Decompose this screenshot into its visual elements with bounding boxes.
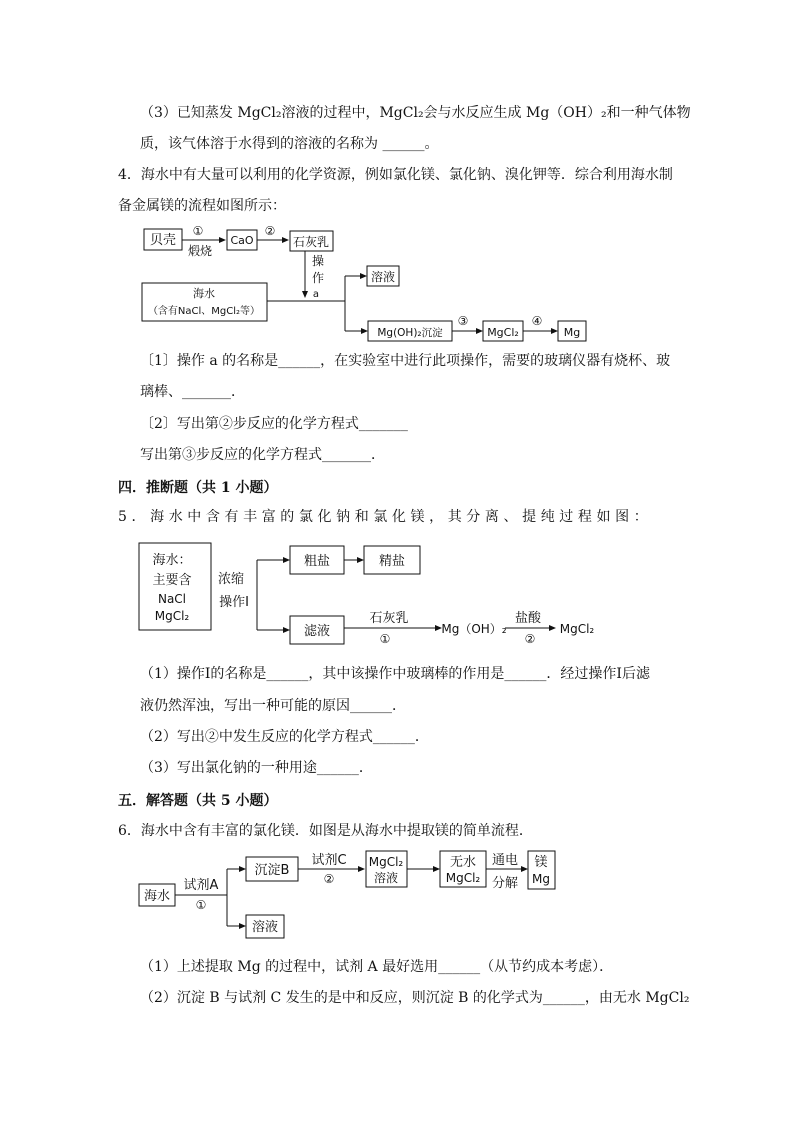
q5-sub2: （2）写出②中发生反应的化学方程式______． [140, 729, 429, 745]
q5-filtrate-label: 滤液 [303, 624, 331, 639]
q5-sub1-line1: （1）操作Ⅰ的名称是______，其中该操作中玻璃棒的作用是______．经过操作Ⅰ后滤 [140, 666, 650, 682]
q5-hcl-label: 盐酸 [514, 611, 542, 626]
q4-sub1-line2: 璃棒、_______． [140, 384, 245, 400]
q4-sub3: 写出第③步反应的化学方程式_______． [140, 447, 385, 463]
q4-step1-label: ① [192, 224, 204, 238]
q4-sub1-line1: 〔1〕操作 a 的名称是______，在实验室中进行此项操作，需要的玻璃仪器有烧杯、玻 [140, 353, 671, 369]
q6-sub1: （1）上述提取 Mg 的过程中，试剂 A 最好选用______（从节约成本考虑）． [140, 959, 614, 975]
q5-seawater-label: 海水： [152, 553, 192, 568]
q5-step2-label: ② [524, 632, 536, 646]
q4-op-char2: 作 [311, 271, 325, 285]
q6-branch-top-head [239, 866, 246, 872]
q4-mgcl2-label: MgCl₂ [487, 326, 519, 339]
q6-mg-l2: Mg [532, 872, 550, 886]
q5-op1-label: 操作Ⅰ [219, 595, 249, 610]
q6-seawater-label: 海水 [143, 889, 171, 904]
q5-nacl-label: NaCl [157, 592, 187, 606]
q6-reagent-a-label: 试剂A [183, 878, 219, 893]
q4-step3-label: ③ [457, 314, 469, 328]
q5-mgoh2-label: Mg（OH）₂ [441, 622, 507, 636]
q6-decomp-label: 分解 [491, 876, 519, 891]
q5-conc-label: 浓缩 [217, 572, 245, 587]
q6-arrow-electro-head [521, 866, 528, 872]
q4-sub2: 〔2〕写出第②步反应的化学方程式_______ [140, 416, 408, 432]
q4-stem-line1: 4．海水中有大量可以利用的化学资源，例如氯化镁、氯化钠、溴化钾等．综合利用海水制 [118, 167, 673, 183]
q4-op-char1: 操 [311, 254, 325, 268]
section4-heading: 四．推断题（共 1 小题） [118, 480, 278, 496]
q6-anhyd-l2: MgCl₂ [445, 871, 481, 885]
q6-mg-l1: 镁 [534, 855, 548, 870]
q4-calcine-label: 煅烧 [187, 244, 213, 258]
q6-step1-label: ① [195, 898, 207, 912]
q5-contains-label: 主要含 [152, 573, 192, 588]
q5-stem: 5．海水中含有丰富的氯化钠和氯化镁，其分离、提纯过程如图： [118, 509, 653, 525]
q4-seawater-note: （含有NaCl、MgCl₂等） [147, 306, 261, 317]
section5-heading: 五．解答题（共 5 小题） [118, 793, 278, 809]
q6-step2-label: ② [323, 872, 335, 886]
q5-sub3: （3）写出氯化钠的一种用途______． [140, 760, 373, 776]
q4-mg-label: Mg [563, 326, 581, 339]
q6-branch-bottom-head [239, 923, 246, 929]
q6-precip-b-label: 沉淀B [254, 863, 290, 878]
q4-milk-of-lime-label: 石灰乳 [292, 235, 330, 249]
q5-sub1-line2: 液仍然浑浊，写出一种可能的原因______． [140, 698, 406, 714]
q3-text-line1: （3）已知蒸发 MgCl₂溶液的过程中，MgCl₂会与水反应生成 Mg（OH）₂和一种气体物 [140, 105, 691, 121]
q4-stem-line2: 备金属镁的流程如图所示： [118, 198, 286, 214]
q4-seawater-label: 海水 [193, 287, 215, 300]
q4-mgoh2-label: Mg(OH)₂沉淀 [377, 327, 443, 339]
q6-arrow-dry-head [433, 866, 440, 872]
q6-mgcl2-l2: 溶液 [373, 871, 399, 885]
q5-milk-of-lime-label: 石灰乳 [369, 611, 409, 626]
q6-arrow-c-head [358, 866, 365, 872]
q5-fine-salt-label: 精盐 [378, 554, 406, 569]
q5-step1-label: ① [379, 632, 391, 646]
q4-shell-label: 贝壳 [149, 233, 177, 248]
q6-electro-label: 通电 [491, 853, 519, 868]
q5-mgcl2-label: MgCl₂ [154, 609, 190, 623]
q4-solution-label: 溶液 [370, 270, 396, 284]
q4-cao-label: CaO [230, 234, 254, 247]
q6-mgcl2-l1: MgCl₂ [368, 855, 404, 869]
q5-crude-salt-label: 粗盐 [303, 554, 331, 569]
q4-step2-label: ② [264, 224, 276, 238]
q6-sub2: （2）沉淀 B 与试剂 C 发生的是中和反应，则沉淀 B 的化学式为______，由无水 MgCl₂ [140, 990, 690, 1006]
q4-op-char3: a [312, 289, 320, 300]
q6-stem: 6．海水中含有丰富的氯化镁．如图是从海水中提取镁的简单流程． [118, 823, 533, 839]
q4-step4-label: ④ [531, 314, 543, 328]
q6-reagent-c-label: 试剂C [311, 853, 347, 868]
q3-text-line2: 质，该气体溶于水得到的溶液的名称为 ______。 [140, 136, 439, 152]
q6-anhyd-l1: 无水 [449, 855, 477, 870]
q6-solution-label: 溶液 [251, 920, 279, 935]
q5-mgcl2-out-label: MgCl₂ [559, 622, 595, 636]
